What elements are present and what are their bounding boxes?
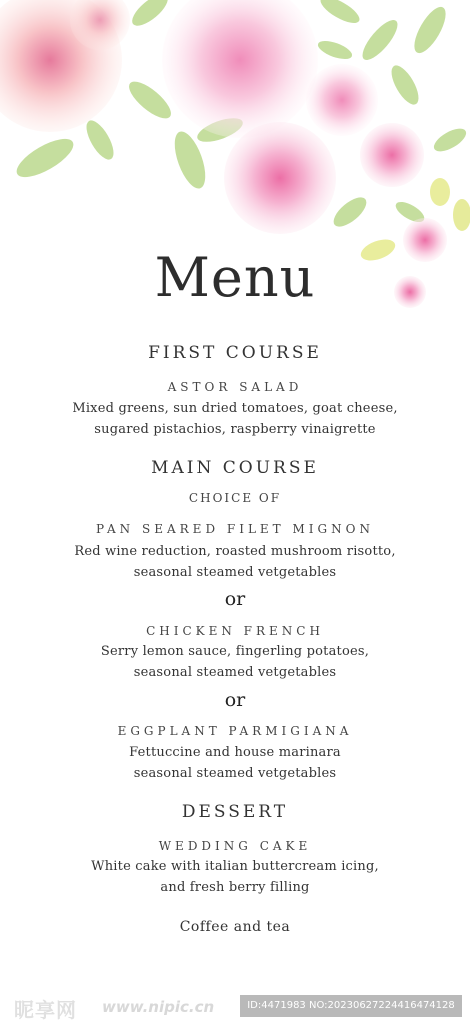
main-option-3-desc-line2: seasonal steamed vetgetables bbox=[133, 766, 337, 781]
first-course-heading: FIRST COURSE bbox=[148, 343, 322, 363]
dessert-desc-line1: White cake with italian buttercream icing, bbox=[91, 859, 379, 874]
main-course-heading: MAIN COURSE bbox=[151, 458, 319, 478]
first-course-desc-line1: Mixed greens, sun dried tomatoes, goat cheese, bbox=[72, 401, 398, 416]
watermark-bar bbox=[0, 990, 470, 1024]
main-option-2-dish: CHICKEN FRENCH bbox=[146, 624, 324, 638]
main-option-1-desc-line1: Red wine reduction, roasted mushroom risotto, bbox=[74, 544, 396, 559]
first-course-desc-line2: sugared pistachios, raspberry vinaigrette bbox=[94, 422, 376, 437]
watermark-url: www.nipic.cn bbox=[102, 998, 215, 1016]
watermark-logo: 昵享网 bbox=[14, 998, 77, 1022]
dessert-heading: DESSERT bbox=[181, 802, 289, 822]
closing-line: Coffee and tea bbox=[179, 919, 291, 935]
main-option-2-desc-line1: Serry lemon sauce, fingerling potatoes, bbox=[100, 644, 370, 659]
dessert-dish: WEDDING CAKE bbox=[158, 839, 312, 853]
main-option-1-dish: PAN SEARED FILET MIGNON bbox=[96, 522, 374, 536]
main-option-1-desc-line2: seasonal steamed vetgetables bbox=[133, 565, 337, 580]
main-option-3-dish: EGGPLANT PARMIGIANA bbox=[117, 724, 353, 738]
menu-title: Menu bbox=[154, 246, 316, 309]
main-course-choice: CHOICE OF bbox=[188, 491, 282, 505]
first-course-dish: ASTOR SALAD bbox=[167, 380, 303, 394]
main-option-3-desc-line1: Fettuccine and house marinara bbox=[129, 745, 341, 760]
main-option-2-desc-line2: seasonal steamed vetgetables bbox=[133, 665, 337, 680]
dessert-desc-line2: and fresh berry filling bbox=[160, 880, 310, 895]
or-separator-2: or bbox=[224, 689, 246, 711]
or-separator-1: or bbox=[224, 588, 246, 610]
watermark-id: ID:4471983 NO:20230627224416474128 bbox=[240, 995, 462, 1017]
